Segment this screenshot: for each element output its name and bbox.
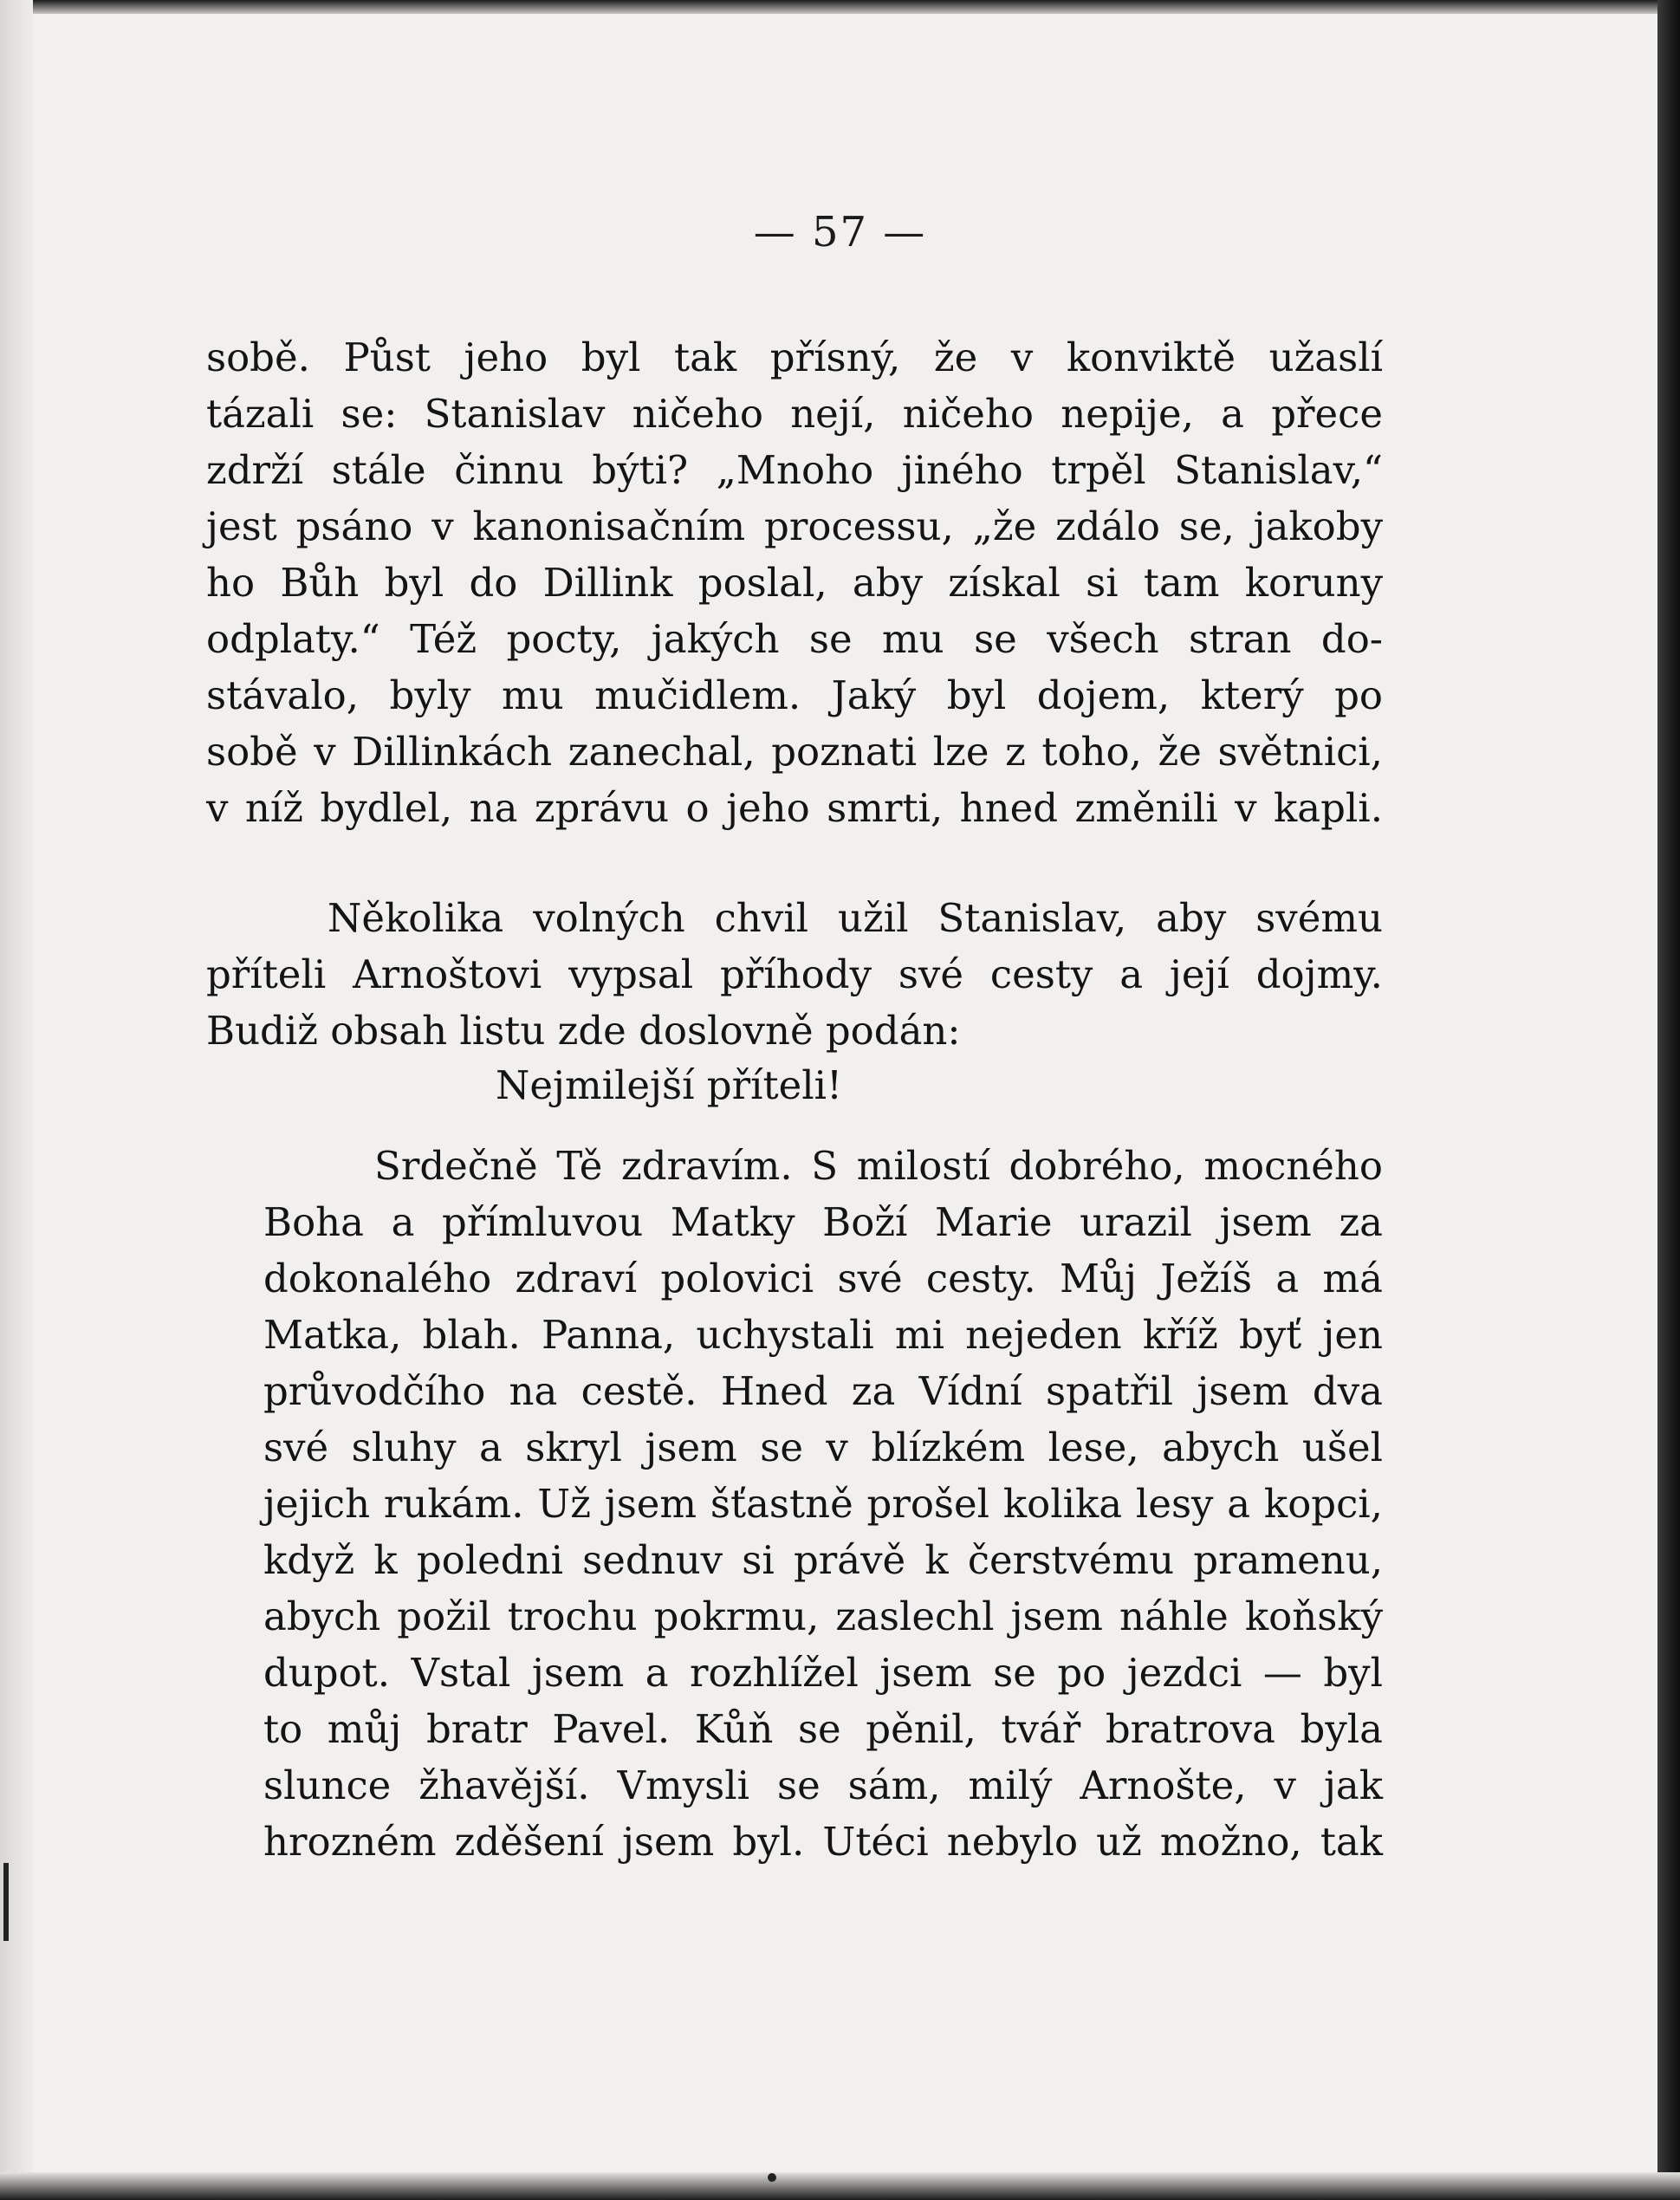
text-line: Několika volných chvil užil Stanislav, aby svému <box>328 895 1383 941</box>
text-line: průvodčího na cestě. Hned za Vídní spatřil jsem dva <box>263 1368 1383 1414</box>
scan-edge-mark <box>3 1863 9 1941</box>
text-line: když k poledni sednuv si právě k čerstvému pramenu, <box>263 1537 1383 1583</box>
scan-top-edge <box>0 0 1680 14</box>
text-line: jejich rukám. Už jsem šťastně prošel kolika lesy a kopci, <box>263 1481 1383 1527</box>
text-line: to můj bratr Pavel. Kůň se pěnil, tvář bratrova byla <box>263 1706 1383 1752</box>
text-line: Matka, blah. Panna, uchystali mi nejeden kříž byť jen <box>263 1312 1383 1358</box>
text-line: ho Bůh byl do Dillink poslal, aby získal si tam koruny <box>206 560 1383 606</box>
scan-right-edge <box>1657 0 1680 2200</box>
letter-body <box>263 1138 1383 1870</box>
text-line: Srdečně Tě zdravím. S milostí dobrého, mocného <box>374 1143 1383 1189</box>
text-line: dupot. Vstal jsem a rozhlížel jsem se po jezdci — byl <box>263 1650 1383 1696</box>
text-line: zdrží stále činnu býti? „Mnoho jiného trpěl Stanislav,“ <box>206 447 1383 493</box>
text-line: v níž bydlel, na zprávu o jeho smrti, hned změnili v kapli. <box>206 785 1383 831</box>
text-line: abych požil trochu pokrmu, zaslechl jsem náhle koňský <box>263 1593 1383 1639</box>
scan-bottom-edge <box>0 2172 1680 2200</box>
text-line: slunce žhavější. Vmysli se sám, milý Arnošte, v jak <box>263 1762 1383 1808</box>
paragraph-kanonisace <box>206 329 1383 836</box>
text-line: sobě v Dillinkách zanechal, poznati lze z toho, že světnici, <box>206 729 1383 775</box>
page-number: — 57 — <box>753 208 927 256</box>
text-line: odplaty.“ Též pocty, jakých se mu se všech stran do- <box>206 616 1383 662</box>
paragraph-letter-intro <box>206 890 1383 1059</box>
letter-salutation: Nejmilejší příteli! <box>496 1062 843 1108</box>
text-line: jest psáno v kanonisačním processu, „že zdálo se, jakoby <box>206 503 1383 549</box>
text-line: sobě. Půst jeho byl tak přísný, že v konviktě užaslí <box>206 334 1383 380</box>
text-line: příteli Arnoštovi vypsal příhody své cesty a její dojmy. <box>206 951 1383 997</box>
text-line: Boha a přímluvou Matky Boží Marie urazil jsem za <box>263 1199 1383 1245</box>
text-line: tázali se: Stanislav ničeho nejí, ničeho nepije, a přece <box>206 391 1383 437</box>
text-line: dokonalého zdraví polovici své cesty. Můj Ježíš a má <box>263 1256 1383 1301</box>
text-line: své sluhy a skryl jsem se v blízkém lese, abych ušel <box>263 1424 1383 1470</box>
text-line: Budiž obsah listu zde doslovně podán: <box>206 1008 961 1054</box>
scan-speck <box>768 2173 776 2182</box>
text-line: hrozném zděšení jsem byl. Utéci nebylo už možno, tak <box>263 1819 1383 1865</box>
text-line: stávalo, byly mu mučidlem. Jaký byl dojem, který po <box>206 672 1383 718</box>
